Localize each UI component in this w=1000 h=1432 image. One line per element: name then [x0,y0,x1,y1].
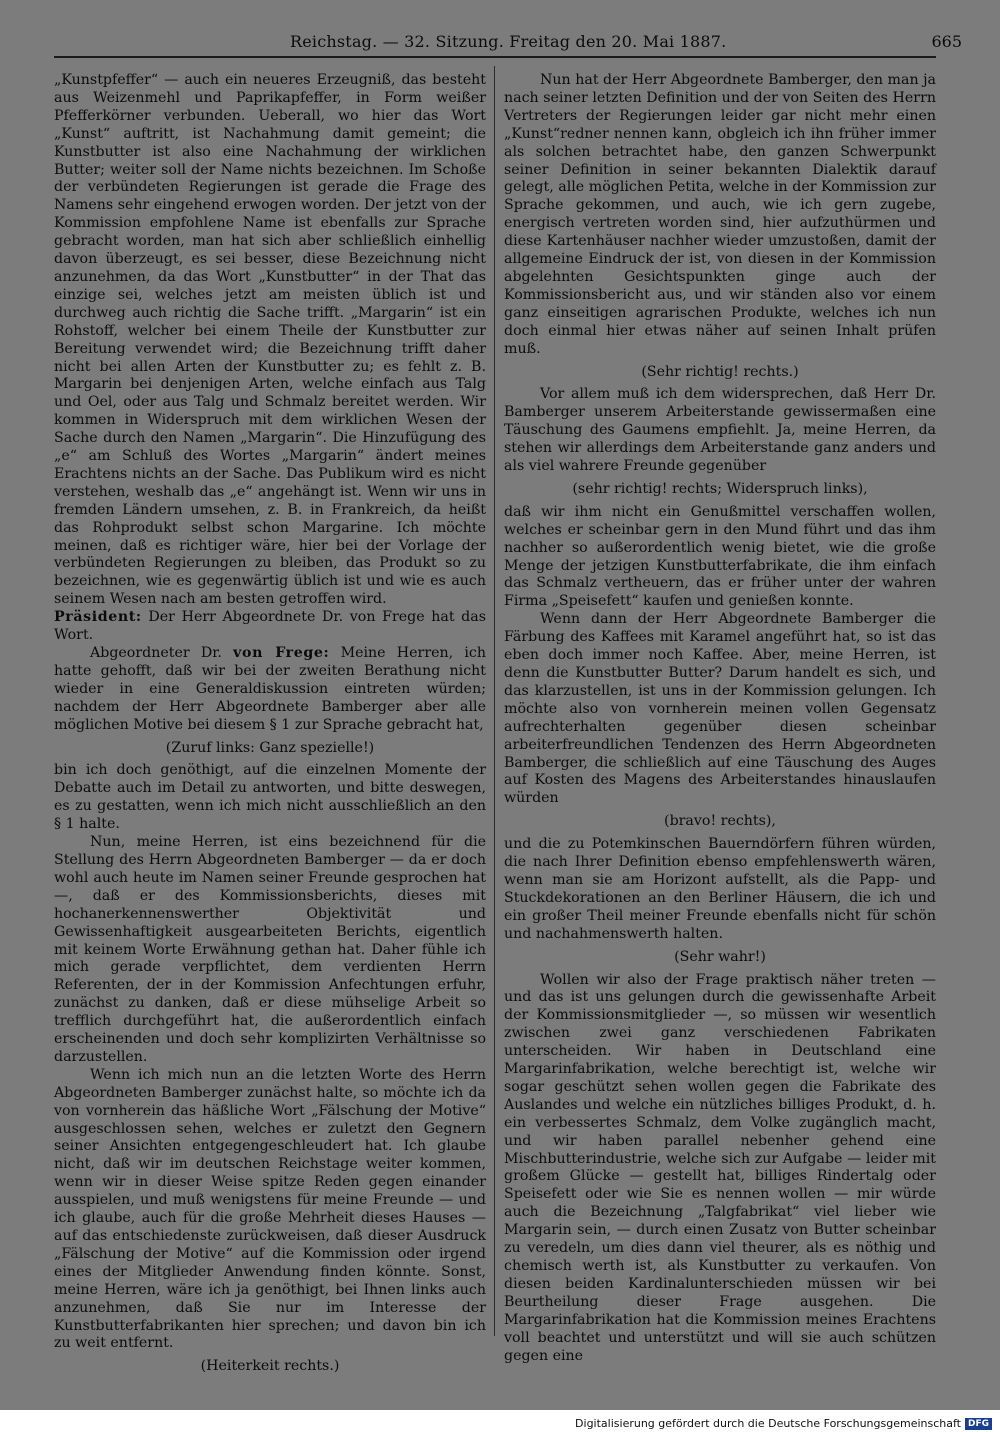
interjection: (sehr richtig! rechts; Widerspruch links), [572,480,868,497]
paragraph: Wollen wir also der Frage praktisch näher treten — und das ist uns gelungen durch die gewissenhafte Arbeit der Kommissionsmitglieder —, so müssen wir wesentlich zwischen zwei ganz verschiedenen Fabrikaten unterscheiden. Wir haben in Deutschland eine Margarinfabrikation, welche berechtigt ist, welche wir sogar geschützt sehen wollen gegen die Fabrikate des Auslandes und welche ein nützliches billiges Produkt, d. h. ein verbessertes Schmalz, dem Volke zugänglich macht, und wir haben parallel nebenher gehend eine Mischbutterindustrie, welche sich zur Aufgabe — leider mit großem Glücke — gestellt hat, billiges Rindertalg oder Speisefett oder wie Sie es nennen wollen — mir würde auch die Bezeichnung „Talgfabrikat“ viel lieber wie Margarin sein, — durch einen Zusatz von Butter scheinbar zu veredeln, um dies dann viel theurer, als es nöthig und chemisch werth ist, als Kunstbutter zu verkaufen. Von diesen beiden Kardinalunterschieden müssen wir bei Beurtheilung dieser Frage ausgehen. Die Margarinfabrikation hat die Kommission meines Erachtens voll beachtet und unterstützt und will sie auch schützen gegen eine [504,971,936,1364]
paragraph-text: Der Herr Abgeordnete Dr. von Frege hat das Wort. [54,609,486,644]
paragraph: Nun hat der Herr Abgeordnete Bamberger, den man ja nach seiner letzten Definition und der von Seiten des Herrn Vertreters der Regierungen leider gar nicht mehr einen „Kunst“redner nennen kann, obgleich ich ihn früher immer als solchen betrachtet habe, den ganzen Schwerpunkt seiner Definition in seiner bekannten Dialektik darauf gelegt, alle möglichen Petita, welche in der Kommission zur Sprache gekommen, und auch, wie ich gern zugebe, energisch vertreten worden sind, hier aufzuthürmen und diese Kartenhäuser nachher wieder umzustoßen, damit der allgemeine Eindruck der ist, von diesen in der Kommission abgelehnten Gesichtspunkten ginge auch der Kommissionsbericht aus, und wir ständen also vor einem ganz einseitigen agrarischen Produkte, welches ich nun doch einmal hier etwas näher auf seinen Inhalt prüfen muß. [504,72,936,357]
speaker-name: Präsident: [54,609,142,626]
paragraph: Nun, meine Herren, ist eins bezeichnend für die Stellung des Herrn Abgeordneten Bamberger — da er doch wohl auch heute im Namen seiner Freunde gesprochen hat —, daß er des Kommissionsberichts, dieses mit hochanerkennenswerther Objektivität und Gewissenhaftigkeit ausgearbeiteten Berichts, eigentlich mit keinem Worte Erwähnung gethan hat. Daher fühle ich mich gerade verpflichtet, dem verdienten Herrn Referenten, der in der Kommission Anfechtungen erfuhr, zunächst zu danken, daß er diese mühselige Arbeit so trefflich durchgeführt hat, die außerordentlich einfach erscheinenden und doch sehr komplizirten Verhältnisse so darzustellen. [54,834,486,1065]
interjection: (Heiterkeit rechts.) [200,1358,340,1375]
paragraph: bin ich doch genöthigt, auf die einzelnen Momente der Debatte auch im Detail zu antworten, und bitte deswegen, es zu gestatten, wenn ich mich nicht ausschließlich an den § 1 halte. [54,762,486,833]
column-divider [494,66,495,1336]
interjection: (bravo! rechts), [664,813,776,830]
paragraph: Vor allem muß ich dem widersprechen, daß Herr Dr. Bamberger unserem Arbeiterstande gewissermaßen eine Täuschung des Gaumens empfiehlt. Ja, meine Herren, da stehen wir allerdings dem Arbeiterstande ganz anders und als viel wahrere Freunde gegenüber [504,386,936,475]
paragraph-text: Meine Herren, ich hatte gehofft, daß wir bei der zweiten Berathung nicht wieder in eine Generaldiskussion eintreten würden; nachdem der Herr Abgeordnete Bamberger aber alle möglichen Motive bei diesem § 1 zur Sprache gebracht hat, [54,645,486,733]
speaker-paragraph [54,609,486,645]
paragraph: Wenn dann der Herr Abgeordnete Bamberger die Färbung des Kaffees mit Karamel angeführt hat, so ist das eben doch immer noch Kaffee. Aber, meine Herren, ist denn die Kunstbutter Butter? Darum handelt es sich, und das klarzustellen, ist uns in der Kommission gelungen. Ich möchte also von vornherein meinen vollen Gegensatz aufrechterhalten gegenüber diesen scheinbar arbeiterfreundlichen Tendenzen des Herrn Abgeordneten Bamberger, die schließlich auf eine Täuschung des Auges auf Kosten des Magens des Arbeiterstandes hinauslaufen würden [504,611,936,807]
speaker-name: von Frege: [233,645,330,661]
interjection: (Sehr richtig! rechts.) [641,363,799,380]
paragraph: und die zu Potemkinschen Bauerndörfern führen würden, die nach Ihrer Definition ebenso empfehlenswerth wären, wenn man sie am Horizont aufstellt, als die Papp- und Stuckdekorationen an den Berliner Häusern, die ich und ein großer Theil meiner Freunde ebenfalls nicht für schön und nachahmenswerth halten. [504,836,936,942]
right-column [504,72,936,1365]
interjection: (Sehr wahr!) [674,948,766,965]
page-number: 665 [931,32,962,51]
footer [575,1417,992,1430]
header-rule [54,56,936,58]
paragraph: Wenn ich mich nun an die letzten Worte des Herrn Abgeordneten Bamberger zunächst halte, so möchte ich da von vornherein das häßliche Wort „Fälschung der Motive“ ausgeschlossen sehen, welches er zuletzt den Gegnern seiner Ansichten entgegengeschleudert hat. Ich glaube nicht, daß wir im deutschen Reichstage weiter kommen, wenn wir in dieser Weise spitze Reden gegen einander ausspielen, und muß wenigstens für meine Freunde — und ich glaube, auch für die große Mehrheit dieses Hauses — auf das entschiedenste zurückweisen, daß dieser Ausdruck „Fälschung der Motive“ auf die Kommission oder irgend eines der Mitglieder Anwendung finden könnte. Sonst, meine Herren, wäre ich ja genöthigt, bei Ihnen links auch anzunehmen, daß Sie nur im Interesse der Kunstbutterfabrikanten hier sprechen; und davon bin ich zu weit entfernt. [54,1066,486,1352]
speaker-prefix: Abgeordneter Dr. [90,645,234,661]
running-header: Reichstag. — 32. Sitzung. Freitag den 20. Mai 1887. [290,32,727,51]
paragraph: daß wir ihm nicht ein Genußmittel verschaffen wollen, welches er scheinbar gern in den Mund führt und das ihm nachher so außerordentlich wenig bietet, wie die große Menge der jetzigen Kunstbutterfabrikate, die ihm einfach das Schmalz vertheuern, das er früher unter der wahren Firma „Speisefett“ kaufen und genießen konnte. [504,503,936,610]
interjection: (Zuruf links: Ganz spezielle!) [165,739,375,756]
footer-credit: Digitalisierung gefördert durch die Deutsche Forschungsgemeinschaft [575,1417,961,1430]
left-column [54,72,486,1381]
dfg-logo-icon: DFG [965,1418,992,1430]
paragraph: „Kunstpfeffer“ — auch ein neueres Erzeugniß, das besteht aus Weizenmehl und Paprikapfeffer, in Form weißer Pfefferkörner verbunden. Ueberall, wo hier das Wort „Kunst“ auftritt, ist Nachahmung damit gemeint; die Kunstbutter ist also eine Nachahmung der wirklichen Butter; weiter soll der Name nichts bezeichnen. Im Schoße der verbündeten Regierungen ist gerade die Frage des Namens sehr eingehend erwogen worden. Der jetzt von der Kommission empfohlene Name ist ebenfalls zur Sprache gebracht worden, man hat sich aber schließlich einhellig davon überzeugt, es sei besser, diese Bezeichnung nicht anzunehmen, da das Wort „Kunstbutter“ in der That das einzige sei, welches jetzt am meisten üblich ist und durchweg auch richtig die Sache trifft. „Margarin“ ist ein Rohstoff, welcher bei einem Theile der Kunstbutter zur Bereitung verwendet wird; die Bezeichnung trifft daher nicht bei allen Arten der Kunstbutter zu; es fehlt z. B. Margarin bei denjenigen Arten, welche einfach aus Talg und Oel, oder aus Talg und Schmalz bereitet werden. Wir kommen in Widerspruch mit dem wirklichen Wesen der Sache durch den Namen „Margarin“. Die Hinzufügung des „e“ am Schluß des Wortes „Margarin“ ändert meines Erachtens nichts an der Sache. Das Publikum wird es nicht verstehen, weshalb das „e“ angehängt ist. Wenn wir uns in fremden Ländern umsehen, z. B. in Frankreich, da heißt das Rohprodukt selbst schon Margarine. Ich möchte meinen, daß es richtiger wäre, hier bei der Vorlage der verbündeten Regierungen zu bleiben, das Produkt so zu bezeichnen, wie es gegenwärtig üblich ist und wie es auch seinem Wesen nach am besten getroffen wird. [54,72,486,608]
speaker-paragraph [54,645,486,735]
